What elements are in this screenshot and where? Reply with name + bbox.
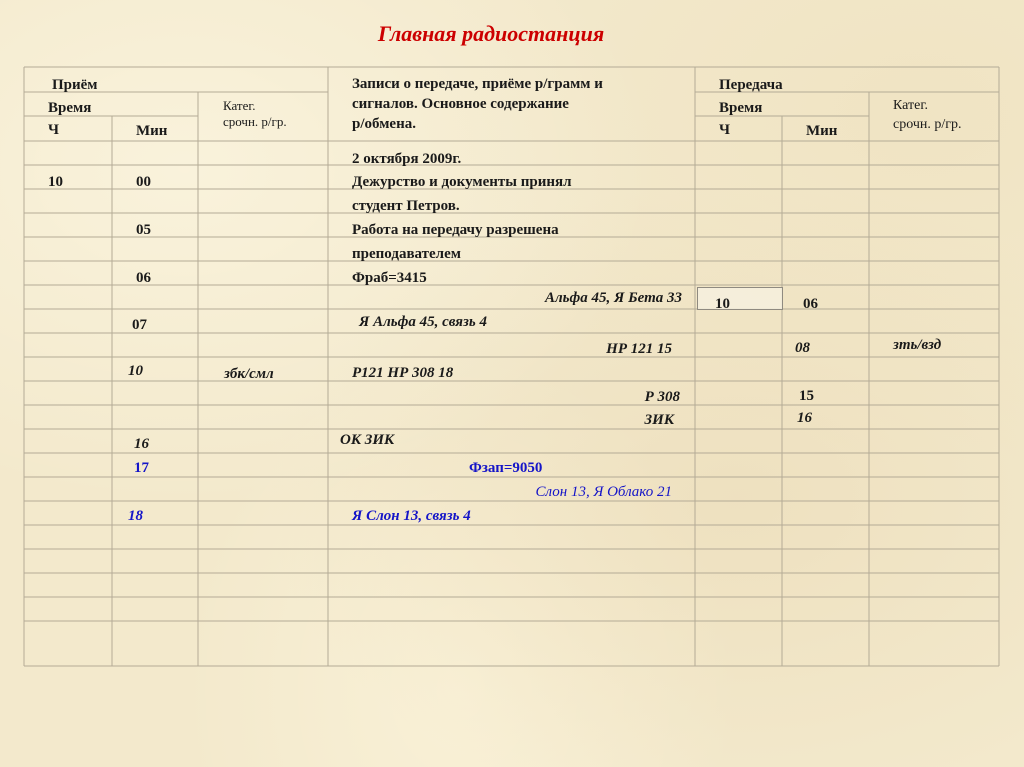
header-reception: Приём xyxy=(52,77,98,93)
entry-tx-minutes: 08 xyxy=(795,340,810,356)
header-reception-category-line1: Катег. xyxy=(223,98,256,113)
header-reception-minutes: Мин xyxy=(136,123,168,139)
entry-rx-minutes: 06 xyxy=(136,270,151,286)
entry-rx-minutes: 17 xyxy=(134,460,149,476)
entry-tx-minutes: 06 xyxy=(803,296,818,312)
entry-tx-hours: 10 xyxy=(715,296,730,312)
entry-text: Слон 13, Я Облако 21 xyxy=(535,484,672,500)
entry-text: Я Альфа 45, связь 4 xyxy=(359,314,487,330)
transmission-time-box xyxy=(697,287,783,310)
entry-text: студент Петров. xyxy=(352,198,460,214)
entry-text: Альфа 45, Я Бета 33 xyxy=(544,290,682,306)
entry-text: ЗИК xyxy=(644,412,674,428)
entry-text: преподавателем xyxy=(352,246,461,262)
entry-rx-minutes: 18 xyxy=(128,508,143,524)
entry-text: Фраб=3415 xyxy=(352,270,427,286)
entry-tx-category: зть/взд xyxy=(893,337,942,353)
entry-text: НР 121 15 xyxy=(606,341,672,357)
header-records-line2: сигналов. Основное содержание xyxy=(352,96,569,112)
entry-text: Р 308 xyxy=(644,389,680,405)
header-records-line3: р/обмена. xyxy=(352,116,416,132)
header-records-line1: Записи о передаче, приёме р/грамм и xyxy=(352,76,603,92)
header-reception-category-line2: срочн. р/гр. xyxy=(223,114,287,129)
header-transmission: Передача xyxy=(719,77,783,93)
entry-text: Дежурство и документы принял xyxy=(352,174,572,190)
entry-text: 2 октября 2009г. xyxy=(352,151,462,167)
entry-text: Р121 НР 308 18 xyxy=(352,365,454,381)
entry-rx-hours: 10 xyxy=(48,174,63,190)
entry-text: Работа на передачу разрешена xyxy=(352,222,559,238)
page-title: Главная радиостанция xyxy=(377,21,605,46)
header-transmission-time: Время xyxy=(719,100,763,116)
header-transmission-category-line1: Катег. xyxy=(893,98,928,113)
entry-tx-minutes: 16 xyxy=(797,410,812,426)
header-reception-hours: Ч xyxy=(48,122,60,138)
entry-text: ОК ЗИК xyxy=(340,432,395,448)
entry-rx-minutes: 07 xyxy=(132,317,147,333)
entry-text: Фзап=9050 xyxy=(469,460,543,476)
entry-rx-minutes: 00 xyxy=(136,174,151,190)
entry-rx-category: збк/смл xyxy=(224,366,274,382)
entry-rx-minutes: 10 xyxy=(128,363,143,379)
header-transmission-hours: Ч xyxy=(719,122,731,138)
entry-rx-minutes: 05 xyxy=(136,222,151,238)
header-reception-time: Время xyxy=(48,100,92,116)
entry-text: Я Слон 13, связь 4 xyxy=(352,508,471,524)
entry-rx-minutes: 16 xyxy=(134,436,149,452)
header-transmission-minutes: Мин xyxy=(806,123,838,139)
header-transmission-category-line2: срочн. р/гр. xyxy=(893,117,962,132)
entry-tx-minutes: 15 xyxy=(799,388,814,404)
